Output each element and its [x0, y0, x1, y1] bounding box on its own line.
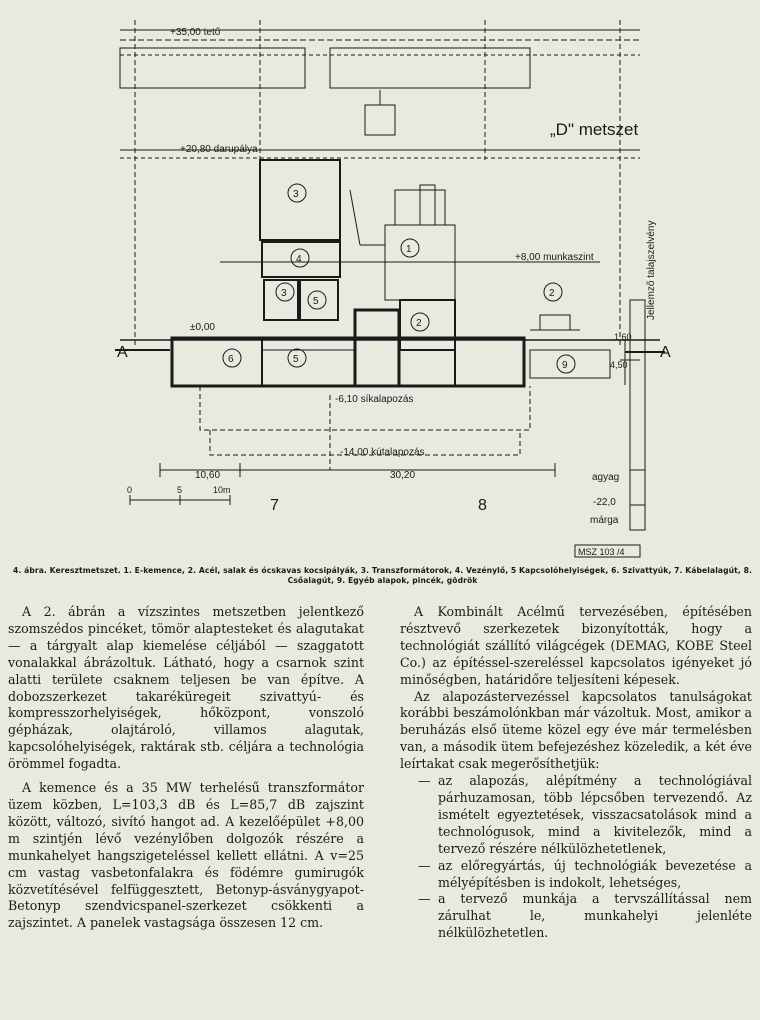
- soil-label: Jellemző talajszelvény: [646, 220, 657, 320]
- circle-5b: 5: [293, 354, 299, 365]
- dim-d2: 4,50: [610, 360, 628, 370]
- left-paragraph-2: A kemence és a 35 MW terhelésű transzformátor üzem közben, L=103,3 dB és L=85,7 dB zajszint között, változó, sivító hangot ad. A kezelőépület +8,00 m szintjén lévő vezénylőben dolgozók részére a munkahelyet hangszigeteléssel kellett ellátni. A v=25 cm vastag vasbetonfalakra és födémre gumirugók közvetítésével felfüggesztett, Betonyp-ásványgyapot-Betonyp szendvicspanel-szerkezet csökkenti a zajszintet. A panelek vastagsága összesen 12 cm.: [8, 780, 364, 931]
- level-top: +35,00 tető: [170, 27, 221, 38]
- right-column: [400, 604, 752, 942]
- circle-9: 9: [562, 360, 568, 371]
- zone-label-7: 7: [270, 497, 279, 514]
- left-paragraph-1: A 2. ábrán a vízszintes metszetben jelentkező szomszédos pincéket, tömör alaptesteket és alagutakat — a tárgyalt alap kiemelése céljából — szaggatott vonalakkal ábrázoltuk. Látható, hogy a csarnok szint alatti területe csaknem teljesen be van építve. A dobozszerkezet takaréküregeit szivattyú- és kompresszorhelyiségek, hőközpont, vonszoló gépházak, olajtároló, villamos alagutak, kapcsolóhelyiségek, raktárak stb. céljára a technológia örömmel fogadta.: [8, 604, 364, 772]
- dim-w1: 10,60: [195, 470, 221, 481]
- circle-5a: 5: [313, 296, 319, 307]
- list-item: — az előregyártás, új technológiák bevezetése a mélyépítésben is indokolt, lehetséges,: [400, 858, 752, 892]
- left-column: [8, 604, 364, 932]
- level-well: -14,00 kútalapozás: [340, 447, 425, 458]
- circle-6: 6: [228, 354, 234, 365]
- figure-caption: 4. ábra. Keresztmetszet. 1. E-kemence, 2. Acél, salak és ócskavas kocsipályák, 3. Transzformátorok, 4. Vezénylő, 5 Kapcsolóhelyiségek, 6. Szivattyúk, 7. Kábelalagút, 8. Csőalagút, 9. Egyéb alapok, pincék, gödrök: [12, 566, 753, 585]
- level-slab: -6,10 síkalapozás: [335, 394, 414, 405]
- stamp: MSZ 103 /4: [578, 547, 625, 557]
- figure-title: „D" metszet: [550, 120, 639, 139]
- section-mark-left: A: [117, 344, 128, 361]
- section-mark-right: A: [660, 344, 671, 361]
- conclusion-list: [400, 773, 752, 942]
- zone-label-8: 8: [478, 497, 487, 514]
- right-paragraph-2: Az alapozástervezéssel kapcsolatos tanulságokat korábbi beszámolónkban már vázoltuk. Most, amikor a beruházás első üteme közel egy éve már termelésben van, a második ütem befejezéshez közeledik, a két éve leírtakat csak megerősíthetjük:: [400, 688, 752, 772]
- scale-5: 5: [177, 485, 183, 495]
- level-zero: ±0,00: [190, 322, 215, 333]
- list-item: — a tervező munkája a tervszállítással nem zárulhat le, munkahelyi jelenléte nélkülözhetetlen.: [400, 891, 752, 942]
- dim-w2: 30,20: [390, 470, 416, 481]
- soil-marl: márga: [590, 515, 619, 526]
- circle-3b: 3: [281, 288, 287, 299]
- list-item: — az alapozás, alépítmény a technológiával párhuzamosan, több lépcsőben tervezendő. Az ismételt egyeztetések, visszacsatolások mind a technológusok, mind a kivitelezők, mind a tervező részére nélkülözhetetlenek,: [400, 773, 752, 858]
- dim-d1: 1,60: [614, 332, 632, 342]
- soil-depth: -22,0: [593, 497, 616, 508]
- scale-10: 10m: [213, 485, 231, 495]
- circle-1: 1: [406, 244, 412, 255]
- right-paragraph-1: A Kombinált Acélmű tervezésében, építésében résztvevő szerkezetek bizonyították, hogy a technológiát szállító világcégek (DEMAG, KOBE Steel Co.) az építéssel-szereléssel kapcsolatos igényeket jó minőségben, határidőre teljesíteni képesek.: [400, 604, 752, 687]
- scale-0: 0: [127, 485, 133, 495]
- circle-4: 4: [296, 254, 302, 265]
- circle-3a: 3: [293, 189, 299, 200]
- soil-clay: agyag: [592, 472, 620, 483]
- circle-2a: 2: [416, 318, 422, 329]
- level-crane: +20,80 darupálya: [180, 144, 258, 155]
- level-work: +8,00 munkaszint: [515, 252, 594, 263]
- circle-2b: 2: [549, 288, 555, 299]
